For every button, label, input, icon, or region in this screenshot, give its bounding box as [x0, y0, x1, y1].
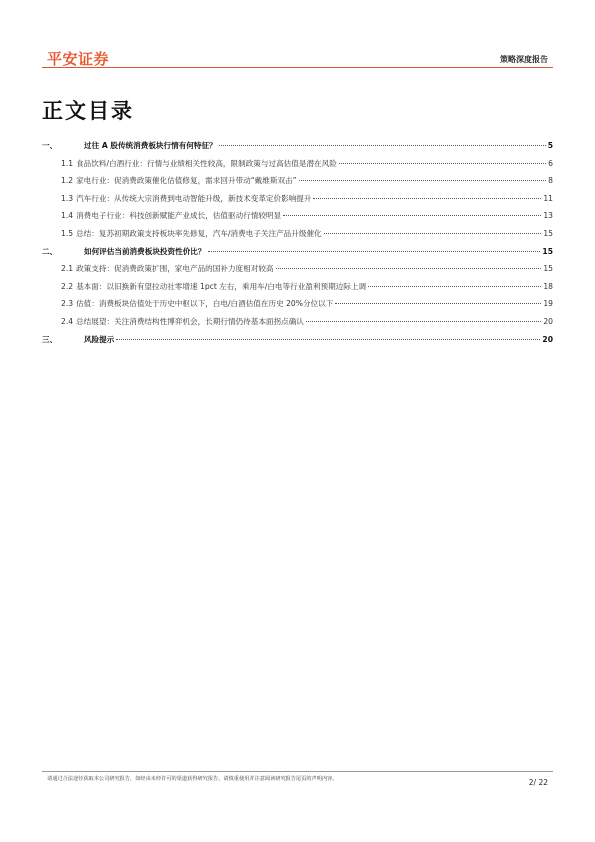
toc-dot-leader — [276, 268, 542, 269]
toc-entry-number: 2.4 — [61, 316, 74, 326]
toc-entry-title: 总结：复苏初期政策支持板块率先修复，汽车/消费电子关注产品升级催化 — [76, 228, 322, 238]
report-type-label: 策略深度报告 — [500, 55, 548, 64]
toc-section-entry[interactable] — [42, 298, 553, 316]
toc-chapter-entry[interactable] — [42, 246, 553, 264]
toc-entry-page: 19 — [543, 299, 553, 309]
page-number: 2/ 22 — [528, 778, 548, 787]
toc-entry-page: 15 — [543, 228, 553, 238]
toc-entry-page: 15 — [543, 264, 553, 274]
toc-entry-number: 2.3 — [61, 299, 74, 309]
toc-dot-leader — [335, 303, 541, 304]
toc-dot-leader — [219, 145, 546, 146]
toc-entry-number: 三、 — [42, 334, 58, 344]
toc-entry-title: 消费电子行业：科技创新赋能产业成长，估值驱动行情较明显 — [76, 211, 282, 221]
toc-entry-number: 二、 — [42, 246, 58, 256]
toc-section-entry[interactable] — [42, 228, 553, 246]
toc-dot-leader — [306, 321, 541, 322]
toc-entry-number: 2.1 — [61, 264, 74, 274]
toc-chapter-entry[interactable] — [42, 140, 553, 158]
toc-entry-page: 13 — [543, 211, 553, 221]
toc-entry-page: 5 — [547, 141, 553, 150]
toc-entry-page: 20 — [542, 334, 553, 344]
toc-entry-number: 1.4 — [61, 211, 74, 221]
toc-entry-page: 18 — [543, 281, 553, 291]
toc-section-entry[interactable] — [42, 316, 553, 334]
footer-disclaimer: 请通过合法途径获取本公司研究报告，如经由未经许可的渠道获得研究报告，请慎重使用并注意阅读研究报告尾页的声明内容。 — [47, 776, 338, 782]
toc-dot-leader — [283, 215, 541, 216]
table-of-contents — [42, 140, 553, 351]
page-title: 正文目录 — [42, 99, 134, 123]
toc-entry-page: 6 — [548, 158, 553, 168]
toc-section-entry[interactable] — [42, 193, 553, 211]
toc-entry-number: 1.3 — [61, 193, 74, 203]
toc-entry-title: 总结展望：关注消费结构性博弈机会，长期行情仍待基本面拐点确认 — [76, 316, 304, 326]
toc-dot-leader — [313, 198, 541, 199]
toc-entry-number: 1.2 — [61, 176, 74, 186]
footer-divider — [42, 771, 553, 772]
toc-entry-title: 风险提示 — [84, 334, 115, 344]
toc-entry-page: 8 — [548, 176, 553, 186]
toc-entry-number: 1.1 — [61, 158, 74, 168]
toc-entry-number: 2.2 — [61, 281, 74, 291]
toc-dot-leader — [339, 163, 546, 164]
toc-entry-title: 如何评估当前消费板块投资性价比？ — [84, 246, 206, 256]
toc-chapter-entry[interactable] — [42, 334, 553, 352]
toc-entry-title: 汽车行业：从传统大宗消费到电动智能升级，新技术变革定价影响提升 — [76, 193, 312, 203]
toc-entry-page: 15 — [542, 246, 553, 256]
toc-entry-title: 家电行业：促消费政策催化估值修复，需求回升带动“戴维斯双击” — [76, 176, 297, 186]
toc-dot-leader — [368, 286, 541, 287]
toc-section-entry[interactable] — [42, 175, 553, 193]
toc-entry-number: 一、 — [42, 141, 58, 150]
toc-section-entry[interactable] — [42, 263, 553, 281]
toc-entry-title: 基本面：以旧换新有望拉动社零增速 1pct 左右，乘用车/白电等行业盈利预期边际上调 — [76, 281, 367, 291]
toc-dot-leader — [208, 251, 541, 252]
toc-entry-page: 11 — [543, 193, 553, 203]
toc-dot-leader — [324, 233, 542, 234]
header-divider — [42, 67, 553, 68]
brand-logo: 平安证券 — [47, 50, 110, 68]
toc-entry-title: 食品饮料/白酒行业：行情与业绩相关性较高，限制政策与过高估值是潜在风险 — [76, 158, 337, 168]
toc-entry-title: 政策支持：促消费政策扩围，家电产品的国补力度相对较高 — [76, 264, 274, 274]
toc-entry-title: 过往 A 股传统消费板块行情有何特征？ — [84, 141, 217, 150]
toc-section-entry[interactable] — [42, 158, 553, 176]
toc-section-entry[interactable] — [42, 281, 553, 299]
toc-entry-title: 估值：消费板块估值处于历史中枢以下，白电/白酒估值在历史 20%分位以下 — [76, 299, 334, 309]
toc-section-entry[interactable] — [42, 210, 553, 228]
toc-entry-page: 20 — [543, 316, 553, 326]
toc-entry-number: 1.5 — [61, 228, 74, 238]
toc-dot-leader — [116, 339, 540, 340]
toc-dot-leader — [299, 180, 547, 181]
